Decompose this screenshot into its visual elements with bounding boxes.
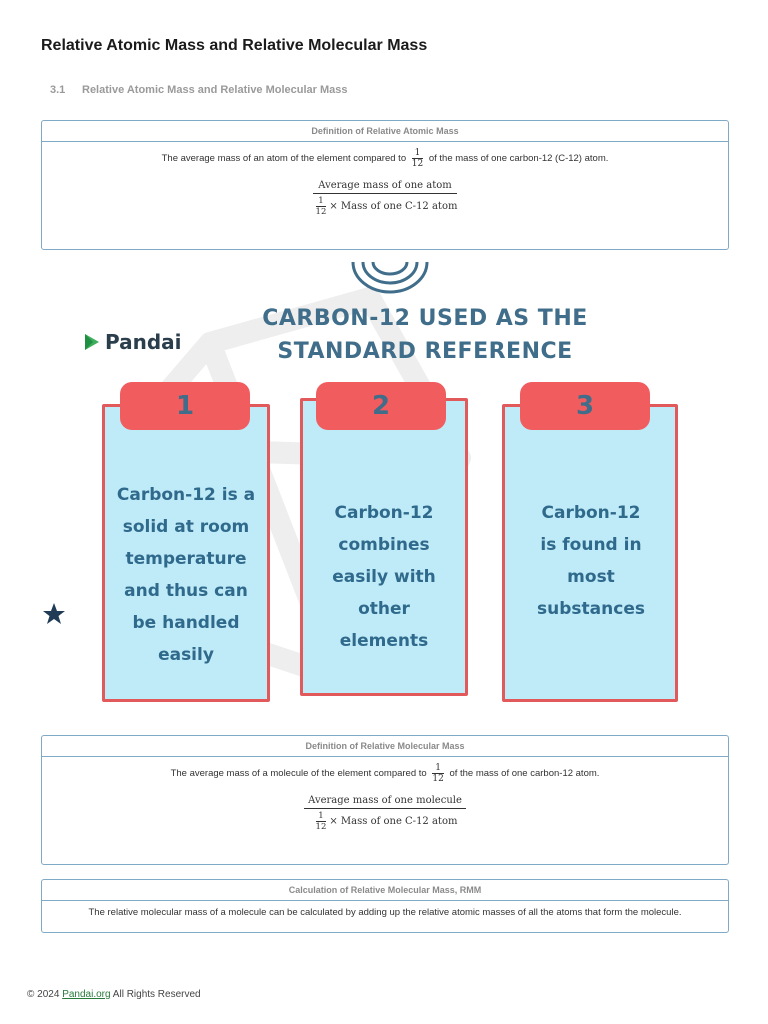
pandai-logo-text: Pandai [105,330,182,354]
footer-copyright: © 2024 [27,989,60,1000]
fraction-numerator: 1 [412,148,423,159]
rmm-heading: Calculation of Relative Molecular Mass, RMM [42,880,728,901]
section-title: Relative Atomic Mass and Relative Molecular Mass [82,84,348,96]
pandai-logo-icon [82,332,102,352]
fraction-numerator: 1 [316,811,327,822]
card-2-number-tab: 2 [316,382,446,430]
molecular-mass-heading: Definition of Relative Molecular Mass [42,736,728,757]
footer [27,989,201,1000]
molecular-mass-definition-box [41,735,729,865]
card-1 [102,404,270,702]
footer-link[interactable]: Pandai.org [62,989,111,1000]
fraction-denominator: 12 [411,159,424,169]
inline-fraction [432,763,443,784]
atomic-mass-definition [62,148,708,170]
carbon-12-infographic [40,258,730,714]
atomic-mass-definition-box [41,120,729,250]
molecular-mass-body [42,763,728,832]
molecular-mass-definition [62,763,708,785]
inline-fraction [412,148,423,169]
infographic-title: CARBON-12 USED AS THE STANDARD REFERENCE [262,306,588,364]
fraction-numerator: 1 [316,196,327,207]
formula-denominator [304,809,466,832]
molecular-text-before: The average mass of a molecule of the element compared to [170,768,427,780]
footer-rights: All Rights Reserved [112,989,201,1000]
pandai-logo [82,330,182,354]
molecular-text-after: of the mass of one carbon-12 atom. [449,768,600,780]
star-icon [42,602,66,626]
card-3-text: Carbon-12 is found in most substances [537,503,645,619]
formula-times-text: × Mass of one C-12 atom [329,816,458,828]
fraction-denominator: 12 [315,822,327,833]
page-title: Relative Atomic Mass and Relative Molecular Mass [41,37,428,54]
card-3-number-tab: 3 [520,382,650,430]
card-1-text: Carbon-12 is a solid at room temperature and thus can be handled easily [116,485,256,665]
fraction-denominator: 12 [432,774,444,784]
rmm-calculation-box [41,879,729,933]
atomic-mass-heading: Definition of Relative Atomic Mass [42,121,728,142]
card-2-text: Carbon-12 combines easily with other elements [332,503,436,651]
card-3 [502,404,678,702]
concentric-arcs-icon [345,258,435,298]
atomic-text-before: The average mass of an atom of the element compared to [161,153,407,165]
card-2 [300,398,468,696]
formula-numerator: Average mass of one molecule [304,795,466,809]
formula-numerator: Average mass of one atom [313,180,458,194]
section-number: 3.1 [50,84,66,96]
molecular-mass-formula [304,795,466,832]
formula-denominator [313,194,458,217]
formula-times-text: × Mass of one C-12 atom [329,201,458,213]
fraction-numerator: 1 [432,763,443,774]
fraction-denominator: 12 [315,207,327,218]
inline-fraction [316,196,327,217]
atomic-mass-body [42,148,728,217]
atomic-mass-formula [313,180,458,217]
inline-fraction [316,811,327,832]
card-1-number-tab: 1 [120,382,250,430]
rmm-text: The relative molecular mass of a molecule can be calculated by adding up the relative atomic masses of all the atoms that form the molecule. [88,907,682,918]
atomic-text-after: of the mass of one carbon-12 (C-12) atom. [428,153,609,165]
